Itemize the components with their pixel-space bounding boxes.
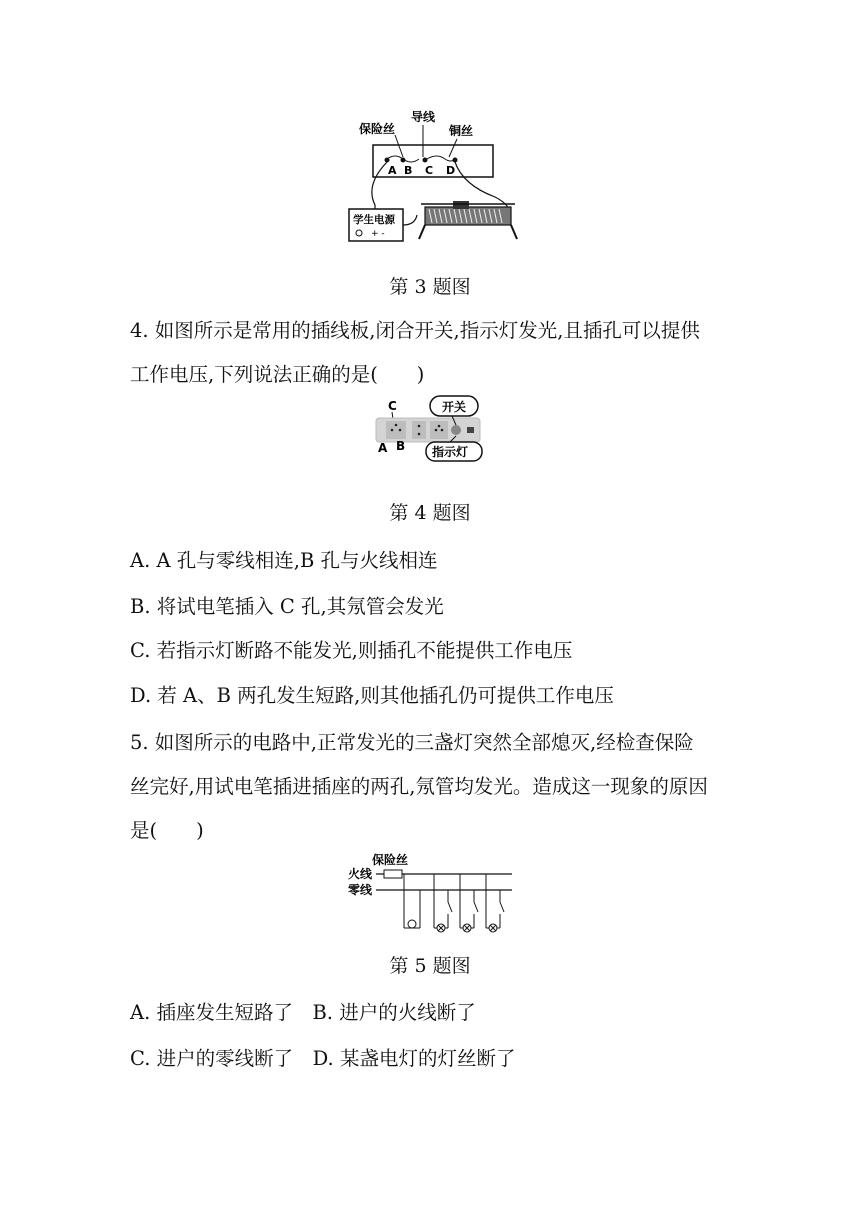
question-4-text: [130, 309, 740, 397]
fig3-power-terminals: + -: [371, 229, 385, 239]
figure-3-circuit: [345, 105, 525, 245]
question-4-line-1: 4. 如图所示是常用的插线板,闭合开关,指示灯发光,且插孔可以提供: [130, 319, 700, 342]
fig4-label-switch: 开关: [442, 400, 467, 414]
fig5-socket: [408, 920, 416, 928]
fig5-label-live: 火线: [348, 867, 373, 881]
fig3-point-b: B: [404, 164, 413, 177]
figure-5-caption: 第 5 题图: [389, 955, 471, 977]
fig4-indicator: [467, 427, 474, 433]
q4-option-d[interactable]: D. 若 A、B 两孔发生短路,则其他插孔仍可提供工作电压: [130, 684, 614, 707]
question-5-text: [130, 721, 740, 853]
q4-option-a[interactable]: A. A 孔与零线相连,B 孔与火线相连: [130, 549, 438, 572]
fig4-label-c: C: [388, 399, 397, 413]
fig5-lamp-branch-1: [434, 874, 452, 932]
figure-4-power-strip: [372, 392, 488, 462]
fig5-label-fuse: 保险丝: [372, 853, 409, 867]
question-5-line-2: 丝完好,用试电笔插进插座的两孔,氖管均发光。造成这一现象的原因: [130, 775, 708, 798]
fig3-fuse-label: 保险丝: [359, 122, 396, 136]
figure-5-household-circuit: [344, 852, 516, 938]
fig5-lamp-branch-3: [486, 874, 504, 932]
q5-options-row-1[interactable]: A. 插座发生短路了 B. 进户的火线断了: [130, 1001, 476, 1024]
fig3-power-label: 学生电源: [353, 214, 395, 226]
fig3-point-c: C: [425, 164, 434, 177]
fig5-fuse: [384, 870, 402, 878]
fig3-point-d: D: [446, 164, 456, 177]
fig3-copper-label: 铜丝: [449, 124, 474, 138]
question-4-line-2: 工作电压,下列说法正确的是( ): [130, 363, 425, 386]
fig4-label-b: B: [396, 439, 406, 453]
figure-3-caption: 第 3 题图: [389, 276, 471, 298]
q4-option-c[interactable]: C. 若指示灯断路不能发光,则插孔不能提供工作电压: [130, 639, 573, 662]
question-5-line-3: 是( ): [130, 819, 204, 842]
fig5-lamp-branch-2: [460, 874, 478, 932]
fig3-point-a: A: [388, 164, 397, 177]
fig4-switch: [451, 425, 461, 435]
q4-option-b[interactable]: B. 将试电笔插入 C 孔,其氖管会发光: [130, 595, 444, 618]
q5-options-row-2[interactable]: C. 进户的零线断了 D. 某盏电灯的灯丝断了: [130, 1047, 516, 1070]
fig3-rheostat: [425, 207, 511, 225]
question-5-line-1: 5. 如图所示的电路中,正常发光的三盏灯突然全部熄灭,经检查保险: [130, 731, 694, 754]
figure-4-caption: 第 4 题图: [389, 502, 471, 524]
fig4-label-indicator: 指示灯: [432, 445, 469, 459]
fig3-wire-label: 导线: [411, 110, 436, 124]
fig5-label-neutral: 零线: [348, 883, 373, 897]
fig4-label-a: A: [378, 441, 388, 455]
